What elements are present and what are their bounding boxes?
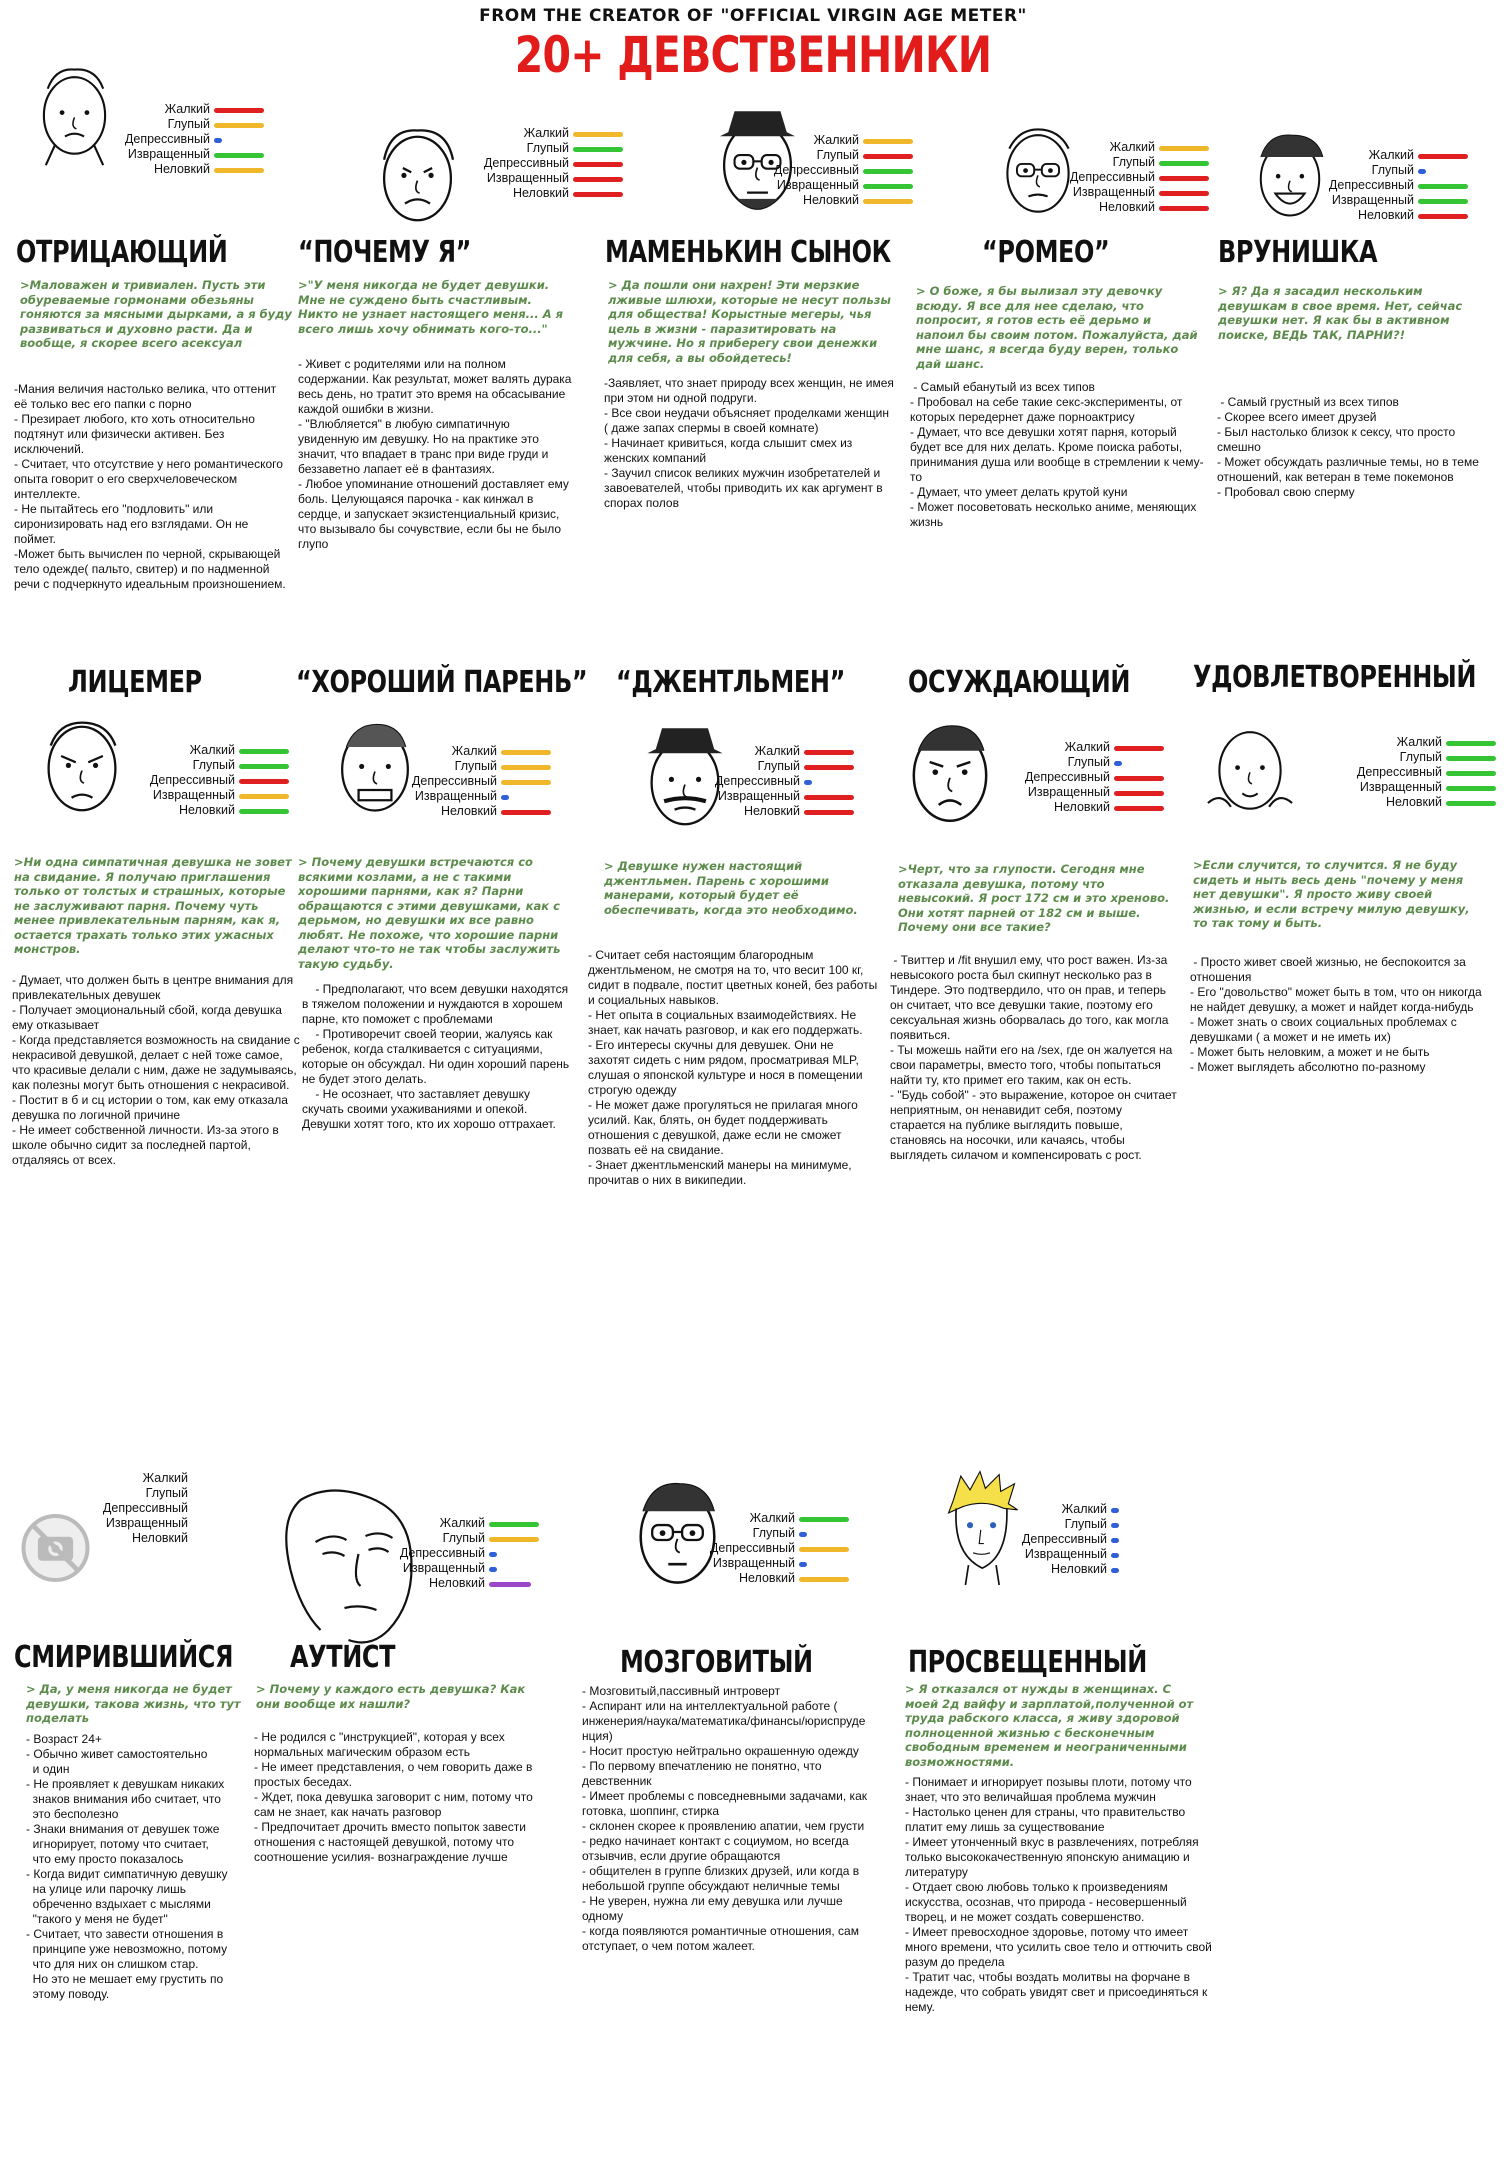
stat-label: Депрессивный: [1328, 178, 1414, 192]
type-description: - Самый грустный из всех типов - Скорее всего имеет друзей - Был настолько близок к сексу, что просто смешно - Может обсуждать различные темы, но в теме отношений, как ветеран в теме покемонов - Пробовал свою сперму: [1217, 395, 1479, 499]
stat-label: Глупый: [1371, 163, 1414, 177]
type-name: УДОВЛЕТВОРЕННЫЙ: [1193, 660, 1477, 695]
stat-bar: [239, 749, 289, 754]
stat-label: Депрессивный: [714, 774, 800, 788]
stat-row: [743, 1526, 803, 1541]
stat-label: Извращенный: [486, 171, 569, 185]
stat-label: Глупый: [1064, 1517, 1107, 1531]
type-name: ПРОСВЕЩЕННЫЙ: [908, 1645, 1147, 1680]
type-name: “РОМЕО”: [982, 235, 1110, 270]
stat-row: [1362, 148, 1422, 163]
stat-row: [1058, 755, 1118, 770]
type-quote: >Ни одна симпатичная девушка не зовет на свидание. Я получаю приглашения только от толстых и страшных, которые не заслуживают парня. Почему чуть менее привлекательным парням, как я, остается трахать только этих ужасных монстров.: [14, 855, 292, 956]
stat-label: Депрессивный: [1021, 1532, 1107, 1546]
stat-row: [743, 804, 808, 819]
type-quote: > О боже, я бы вылизал эту девочку всюду. Я все для нее сделаю, что попросит, я готов есть её дерьмо и напоил бы своим потом. Пожалуйста, дай мне шанс, я всегда буду верен, только дай шанс.: [916, 284, 1198, 371]
type-name: СМИРИВШИЙСЯ: [14, 1640, 234, 1675]
stat-label: Неловкий: [1053, 800, 1110, 814]
stat-bar: [573, 147, 623, 152]
type-quote: > Я отказался от нужды в женщинах. С моей 2д вайфу и зарплатой,полученной от труда рабского класса, я живу здоровой полноценной жизнью с бесконечным свободным временем и неограниченными возможностями.: [905, 1682, 1194, 1769]
stat-label: Жалкий: [1064, 740, 1110, 754]
stat-row: [411, 774, 505, 789]
type-name: ЛИЦЕМЕР: [68, 665, 202, 700]
stat-label: Глупый: [192, 758, 235, 772]
type-quote: > Да пошли они нахрен! Эти мерзкие лживые шлюхи, которые не несут пользы для общества! Корыстные мегеры, чья цель в жизни - паразитировать на мужчине. Но я приберегу свои денежки для себя, а вы обойдетесь!: [608, 278, 891, 365]
stat-bar: [1418, 184, 1468, 189]
stat-row: [136, 1471, 196, 1486]
stat-bar: [239, 764, 289, 769]
stat-label: Депрессивный: [1069, 170, 1155, 184]
stat-bar: [1114, 791, 1164, 796]
type-description: - Самый ебанутый из всех типов - Пробовал на себе такие секс-эксперименты, от которых передернет даже порноактрису - Думает, что все девушки хотят парня, который будет все для них делать. Кроме поиска работы, принимания душа или вообще в стремлении к чему-то - Думает, что умеет делать крутой куни - Может посоветовать несколько аниме, меняющих жизнь: [910, 380, 1204, 529]
stat-row: [124, 132, 218, 147]
stat-bar: [573, 177, 623, 182]
stat-row: [102, 1501, 196, 1516]
stat-bar: [501, 795, 509, 800]
type-description: - Просто живет своей жизнью, не беспокоится за отношения - Его "довольство" может быть в том, что он никогда не найдет девушку, а может и найдет когда-нибудь - Может знать о своих социальных проблемах с девушками ( а может и не иметь их) - Может быть неловким, а может и не быть - Может выглядеть абсолютно по-разному: [1190, 955, 1482, 1074]
frowning-man-icon: [890, 710, 1010, 840]
type-description: - Считает себя настоящим благородным джентльменом, не смотря на то, что весит 100 кг, сидит в подвале, постит цветных коней, без работы и социальных навыков. - Нет опыта в социальных взаимодействиях. Не знает, как начать разговор, и как его поддержать. - Его интересы скучны для девушек. Они не захотят сидеть с ним рядом, просматривая MLP, слушая о японской культуре и нося в помещении строгую одежду - Не может даже прогуляться не прилагая много усилий. Как, блять, он будет поддерживать отношения с девушкой, даже если не сможет позвать её на свидание. - Знает джентльменский манеры на минимуме, прочитав о них в википедии.: [588, 948, 878, 1187]
blond-man-icon: [925, 1470, 1035, 1585]
stat-bar: [489, 1522, 539, 1527]
stat-label: Депрессивный: [709, 1541, 795, 1555]
stat-row: [105, 1516, 196, 1531]
stat-label: Глупый: [1067, 755, 1110, 769]
stat-bar: [239, 809, 289, 814]
stat-row: [399, 1546, 493, 1561]
stat-row: [748, 744, 808, 759]
stat-row: [428, 1576, 493, 1591]
stat-bar: [1114, 746, 1164, 751]
stat-row: [136, 1486, 196, 1501]
stat-label: Извращенный: [1072, 185, 1155, 199]
stat-row: [483, 156, 577, 171]
stat-row: [1024, 770, 1118, 785]
stat-row: [433, 1531, 493, 1546]
stat-bar: [1446, 801, 1496, 806]
stat-label: Неловкий: [1385, 795, 1442, 809]
stat-row: [712, 1556, 803, 1571]
stat-label: Жалкий: [754, 744, 800, 758]
stat-bar: [1111, 1508, 1119, 1513]
stat-label: Жалкий: [451, 744, 497, 758]
type-name: ОТРИЦАЮЩИЙ: [16, 235, 228, 270]
stat-label: Извращенный: [414, 789, 497, 803]
stat-label: Неловкий: [131, 1531, 188, 1545]
page-title: 20+ ДЕВСТВЕННИКИ: [514, 26, 992, 84]
stat-bar: [1159, 161, 1209, 166]
stat-label: Жалкий: [1396, 735, 1442, 749]
type-name: АУТИСТ: [290, 1640, 396, 1675]
stat-label: Жалкий: [439, 1516, 485, 1530]
stat-row: [1103, 155, 1163, 170]
stat-label: Депрессивный: [411, 774, 497, 788]
stat-bar: [799, 1577, 849, 1582]
stat-row: [127, 147, 218, 162]
stat-row: [1053, 800, 1118, 815]
stat-row: [131, 1531, 196, 1546]
type-description: -Заявляет, что знает природу всех женщин, не имея при этом ни одной подруги. - Все свои неудачи объясняет проделками женщин ( даже запах спермы в своей комнате) - Начинает кривиться, когда слышит смех из женских компаний - Заучил список великих мужчин изобретателей и завоевателей, чтобы приводить их как аргумент в спорах полов: [604, 376, 894, 510]
stat-bar: [804, 795, 854, 800]
stat-bar: [501, 765, 551, 770]
stat-row: [807, 133, 867, 148]
stat-row: [486, 171, 577, 186]
stat-bar: [1114, 761, 1122, 766]
stat-label: Извращенный: [717, 789, 800, 803]
stat-row: [807, 148, 867, 163]
stat-row: [414, 789, 505, 804]
stat-label: Неловкий: [738, 1571, 795, 1585]
shrugging-man-icon: [1190, 715, 1310, 825]
stat-bar: [1111, 1568, 1119, 1573]
type-description: - Думает, что должен быть в центре внимания для привлекательных девушек - Получает эмоциональный сбой, когда девушка ему отказывает - Когда представляется возможность на свидание с некрасивой девушкой, делает с ней тоже самое, что красивые делали с ним, даже не задумываясь, как полезны могут быть отношения с некрасивой. - Постит в б и сц истории о том, как ему отказала девушка по логичной причине - Не имеет собственной личности. Из-за этого в школе обычно сидит за последней партой, отдаляясь от всех.: [12, 973, 300, 1167]
stat-bar: [573, 132, 623, 137]
stat-bar: [489, 1552, 497, 1557]
stat-label: Депрессивный: [124, 132, 210, 146]
stat-bar: [1111, 1553, 1119, 1558]
stat-bar: [1159, 176, 1209, 181]
stat-label: Неловкий: [512, 186, 569, 200]
type-quote: >Если случится, то случится. Я не буду сидеть и ныть весь день "почему у меня нет девушки". Я просто живу своей жизнью, и если встречу милую девушку, то так тому и быть.: [1193, 858, 1470, 930]
type-name: МАМЕНЬКИН СЫНОК: [605, 235, 891, 270]
stat-label: Глупый: [816, 148, 859, 162]
stat-bar: [863, 199, 913, 204]
stat-row: [1021, 1532, 1115, 1547]
stat-label: Депрессивный: [1356, 765, 1442, 779]
stat-bar: [1446, 786, 1496, 791]
stat-row: [717, 789, 808, 804]
stat-label: Депрессивный: [483, 156, 569, 170]
stat-bar: [1111, 1538, 1119, 1543]
type-description: - Твиттер и /fit внушил ему, что рост важен. Из-за невысокого роста был скипнут несколько раз в Тиндере. Это подтвердило, что он прав, и теперь он считает, что все девушки такие, поэтому его сексуальная жизнь оборвалась до того, как могла появиться. - Ты можешь найти его на /sex, где он жалуется на свои параметры, вместо того, чтобы попытаться найти ту, кто примет его таким, как он есть. - "Будь собой" - это выражение, которое он считает неприятным, он ненавидит себя, поэтому старается на публике выглядить повыше, становясь на носочки, или качаясь, чтобы выглядеть силачом и компенсировать с рост.: [890, 953, 1177, 1162]
type-quote: > Да, у меня никогда не будет девушки, такова жизнь, что тут поделать: [26, 1682, 241, 1725]
type-description: - Мозговитый,пассивный интроверт - Аспирант или на интеллектуальной работе ( инженерия/наука/математика/финансы/юриспруде нция) - Носит простую нейтрально окрашенную одежду - По первому впечатлению не понятно, что девственник - Имеет проблемы с повседневными задачами, как готовка, шоппинг, стирка - склонен скорее к проявлению апатии, чем грусти - редко начинает контакт с социумом, но всегда отзывчив, если другие обращаются - общителен в группе близких друзей, или когда в небольшой группе обсуждают неличные темы - Не уверен, нужна ли ему девушка или лучше одному - когда появляются романтичные отношения, сам отступает, о чем потом жалеет.: [582, 1684, 867, 1953]
type-description: - Не родился с "инструкцией", которая у всех нормальных магическим образом есть - Не имеет представления, о чем говорить даже в простых беседах. - Ждет, пока девушка заговорит с ним, потому что сам не знает, как начать разговор - Предпочитает дрочить вместо попыток завести отношения с настоящей девушкой, потому что соотношение усилия- вознаграждение лучше: [254, 1730, 533, 1864]
stat-label: Извращенный: [127, 147, 210, 161]
stat-bar: [799, 1532, 807, 1537]
stat-bar: [799, 1517, 849, 1522]
stat-bar: [863, 184, 913, 189]
stat-label: Жалкий: [749, 1511, 795, 1525]
stat-bar: [214, 123, 264, 128]
stat-row: [517, 126, 577, 141]
stat-bar: [1159, 191, 1209, 196]
stat-label: Извращенный: [402, 1561, 485, 1575]
type-quote: >"У меня никогда не будет девушки. Мне не суждено быть счастливым. Никто не узнает настоящего меня... А я всего лишь хочу обнимать кого-то...": [298, 278, 563, 336]
stat-row: [743, 1511, 803, 1526]
stat-bar: [1418, 199, 1468, 204]
stat-row: [709, 1541, 803, 1556]
stat-row: [748, 759, 808, 774]
stat-label: Извращенный: [1024, 1547, 1107, 1561]
type-name: ОСУЖДАЮЩИЙ: [908, 665, 1131, 700]
type-name: “ХОРОШИЙ ПАРЕНЬ”: [296, 665, 588, 700]
stat-row: [512, 186, 577, 201]
stat-label: Жалкий: [1109, 140, 1155, 154]
stat-bar: [239, 794, 289, 799]
type-name: МОЗГОВИТЫЙ: [620, 1645, 813, 1680]
stat-row: [1055, 1517, 1115, 1532]
stat-row: [738, 1571, 803, 1586]
stat-label: Извращенный: [776, 178, 859, 192]
stat-row: [1072, 185, 1163, 200]
stat-label: Жалкий: [142, 1471, 188, 1485]
stat-label: Неловкий: [178, 803, 235, 817]
stat-row: [445, 744, 505, 759]
stat-bar: [501, 750, 551, 755]
stat-bar: [214, 138, 222, 143]
stat-row: [1356, 765, 1450, 780]
stat-row: [1027, 785, 1118, 800]
stat-label: Глупый: [454, 759, 497, 773]
stat-bar: [1418, 169, 1426, 174]
stat-row: [1385, 795, 1450, 810]
stat-row: [1328, 178, 1422, 193]
stat-label: Неловкий: [802, 193, 859, 207]
stat-label: Извращенный: [105, 1516, 188, 1530]
stat-bar: [1159, 206, 1209, 211]
stat-bar: [573, 192, 623, 197]
stat-bar: [501, 780, 551, 785]
stat-label: Неловкий: [1357, 208, 1414, 222]
stat-row: [1390, 735, 1450, 750]
stat-label: Извращенный: [1331, 193, 1414, 207]
stat-label: Глупый: [442, 1531, 485, 1545]
stat-row: [445, 759, 505, 774]
stat-bar: [214, 153, 264, 158]
stat-bar: [489, 1567, 497, 1572]
stat-label: Депрессивный: [149, 773, 235, 787]
stat-row: [517, 141, 577, 156]
stat-bar: [1446, 771, 1496, 776]
stat-row: [183, 758, 243, 773]
stat-bar: [489, 1537, 539, 1542]
stat-label: Депрессивный: [399, 1546, 485, 1560]
stat-bar: [214, 108, 264, 113]
stat-label: Жалкий: [164, 102, 210, 116]
type-description: -Мания величия настолько велика, что оттенит её только вес его папки с порно - Презирает любого, кто хоть относительно подтянут или физически активен. Без исключений. - Считает, что отсутствие у него романтического опыта говорит о его сверхчеловеческом интеллекте. - Не пытайтесь его "подловить" или сиронизировать над его взглядами. Он не поймет. -Может быть вычислен по черной, скрывающей тело одежде( пальто, свитер) и по надменной речи с подчеркнуто идеальным произношением.: [14, 382, 286, 591]
stat-label: Глупый: [757, 759, 800, 773]
stat-row: [402, 1561, 493, 1576]
stat-label: Извращенный: [152, 788, 235, 802]
stat-row: [1362, 163, 1422, 178]
stat-label: Неловкий: [440, 804, 497, 818]
stat-bar: [804, 780, 812, 785]
stat-row: [178, 803, 243, 818]
type-quote: > Почему девушки встречаются со всякими козлами, а не с такими хорошими парнями, как я? Парни обращаются с этими девушками, как с дерьмом, но девушки их все равно любят. Не похоже, что хорошие парни делают что-то не так чтобы заслужить такую судьбу.: [298, 855, 561, 971]
stat-label: Глупый: [752, 1526, 795, 1540]
stat-bar: [1111, 1523, 1119, 1528]
type-quote: > Девушке нужен настоящий джентльмен. Парень с хорошими манерами, который будет её обеспечивать, когда это необходимо.: [604, 859, 858, 917]
type-quote: >Маловажен и тривиален. Пусть эти обуреваемые гормонами обезьяны гоняются за мясными дырками, а я буду развиваться и духовно расти. Да и вообще, я скорее всего асексуал: [20, 278, 292, 350]
type-name: “ДЖЕНТЛЬМЕН”: [616, 665, 845, 700]
stat-row: [1331, 193, 1422, 208]
stat-bar: [1114, 776, 1164, 781]
stat-label: Неловкий: [428, 1576, 485, 1590]
stat-row: [440, 804, 505, 819]
angry-man-icon: [22, 708, 142, 828]
stat-row: [1103, 140, 1163, 155]
type-description: - Предполагают, что всем девушки находятся в тяжелом положении и нуждаются в хорошем парне, кто поможет с проблемами - Противоречит своей теории, жалуясь как ребенок, когда сталкивается с ситуациями, которые он обсуждал. Ни один хороший парень не будет этого делать. - Не осознает, что заставляет девушку скучать своими ухаживаниями и опекой. Девушки хотят того, кто их хорошо оттрахает.: [302, 982, 570, 1131]
stat-bar: [1446, 741, 1496, 746]
stat-label: Жалкий: [189, 743, 235, 757]
stat-bar: [1446, 756, 1496, 761]
stat-row: [183, 743, 243, 758]
type-quote: > Я? Да я засадил нескольким девушкам в свое время. Нет, сейчас девушки нет. Я как бы в активном поиске, ВЕДЬ ТАК, ПАРНИ?!: [1218, 284, 1463, 342]
stat-row: [158, 102, 218, 117]
stat-row: [714, 774, 808, 789]
stat-row: [149, 773, 243, 788]
stat-row: [1055, 1502, 1115, 1517]
stat-bar: [799, 1547, 849, 1552]
stat-row: [776, 178, 867, 193]
stat-row: [1390, 750, 1450, 765]
stat-row: [1359, 780, 1450, 795]
stat-label: Извращенный: [712, 1556, 795, 1570]
stat-bar: [804, 750, 854, 755]
type-name: ВРУНИШКА: [1218, 235, 1378, 270]
type-name: “ПОЧЕМУ Я”: [298, 235, 472, 270]
stat-label: Глупый: [145, 1486, 188, 1500]
stat-bar: [799, 1562, 807, 1567]
stat-bar: [804, 765, 854, 770]
stat-bar: [1114, 806, 1164, 811]
stat-bar: [863, 154, 913, 159]
nervous-man-icon: [315, 710, 435, 828]
grinning-man-icon: [1240, 126, 1340, 231]
stat-bar: [239, 779, 289, 784]
stat-row: [1098, 200, 1163, 215]
type-description: - Понимает и игнорирует позывы плоти, потому что знает, что это величайшая проблема мужчин - Настолько ценен для страны, что правительство платит ему лишь за существование - Имеет утонченный вкус в развлечениях, потребляя только высококачественную японскую анимацию и литературу - Отдает свою любовь только к произведениям искусства, осознав, что природа - несовершенный творец, и не может создать совершенство. - Имеет превосходное здоровье, потому что имеет много времени, что усилить свое тело и оттючить свой разум до предела - Тратит час, чтобы воздать молитвы на форчане в надежде, что собрать увидят свет и присоединяться к нему.: [905, 1775, 1212, 2014]
stat-bar: [214, 168, 264, 173]
type-description: - Возраст 24+ - Обычно живет самостоятельно и один - Не проявляет к девушкам никаких знаков внимания ибо считает, что это бесполезно - Знаки внимания от девушек тоже игнорирует, потому что считает, что ему просто показалось - Когда видит симпатичную девушку на улице или парочку лишь обреченно вздыхает с мыслями "такого у меня не будет" - Считает, что завести отношения в принципе уже невозможно, потому что для них он слишком стар. Но это не мешает ему грустить по этому поводу.: [26, 1732, 228, 2001]
page-subtitle: FROM THE CREATOR OF "OFFICIAL VIRGIN AGE METER": [479, 6, 1027, 26]
stat-label: Извращенный: [1359, 780, 1442, 794]
stat-label: Глупый: [1399, 750, 1442, 764]
stat-row: [773, 163, 867, 178]
stat-row: [158, 117, 218, 132]
stat-label: Неловкий: [153, 162, 210, 176]
stat-row: [1069, 170, 1163, 185]
sad-man-icon: [355, 118, 480, 238]
no-photo-icon: [8, 1508, 103, 1588]
stat-row: [1024, 1547, 1115, 1562]
stat-label: Депрессивный: [1024, 770, 1110, 784]
stat-label: Извращенный: [1027, 785, 1110, 799]
stat-label: Депрессивный: [773, 163, 859, 177]
stat-bar: [573, 162, 623, 167]
type-quote: > Почему у каждого есть девушка? Как они вообще их нашли?: [256, 1682, 526, 1711]
stat-row: [152, 788, 243, 803]
stat-bar: [863, 169, 913, 174]
stat-bar: [489, 1582, 531, 1587]
stat-row: [153, 162, 218, 177]
stat-label: Глупый: [1112, 155, 1155, 169]
stat-label: Глупый: [167, 117, 210, 131]
stat-bar: [1418, 154, 1468, 159]
nerd-glasses-icon: [620, 1466, 735, 1606]
stat-bar: [863, 139, 913, 144]
stat-label: Жалкий: [1061, 1502, 1107, 1516]
stat-label: Депрессивный: [102, 1501, 188, 1515]
type-description: - Живет с родителями или на полном содержании. Как результат, может валять дурака весь день, но тратит это время на обсасывание каждой ошибки в жизни. - "Влюбляется" в любую симпатичную увиденную им девушку. Но на практике это значит, что впадает в транс при виде груди и беззаветно лапает её в фантазиях. - Любое упоминание отношений доставляет ему боль. Целующаяся парочка - как кинжал в сердце, и запускает экзистенциальный кризис, что вызывало бы сочувствие, если бы не было глупо: [298, 357, 572, 551]
stat-label: Жалкий: [523, 126, 569, 140]
stat-bar: [804, 810, 854, 815]
stat-row: [433, 1516, 493, 1531]
stat-label: Жалкий: [813, 133, 859, 147]
stat-bar: [1418, 214, 1468, 219]
type-quote: >Черт, что за глупости. Сегодня мне отказала девушка, потому что невысокий. Я рост 172 см и это хреново. Они хотят парней от 182 см и выше. Почему они все такие?: [898, 862, 1170, 934]
stat-label: Неловкий: [1098, 200, 1155, 214]
stat-row: [802, 193, 867, 208]
stat-label: Неловкий: [1050, 1562, 1107, 1576]
stat-bar: [1159, 146, 1209, 151]
stat-row: [1050, 1562, 1115, 1577]
stat-label: Жалкий: [1368, 148, 1414, 162]
stat-label: Глупый: [526, 141, 569, 155]
old-man-icon: [22, 60, 127, 170]
stat-row: [1058, 740, 1118, 755]
stat-bar: [501, 810, 551, 815]
stat-label: Неловкий: [743, 804, 800, 818]
stat-row: [1357, 208, 1422, 223]
